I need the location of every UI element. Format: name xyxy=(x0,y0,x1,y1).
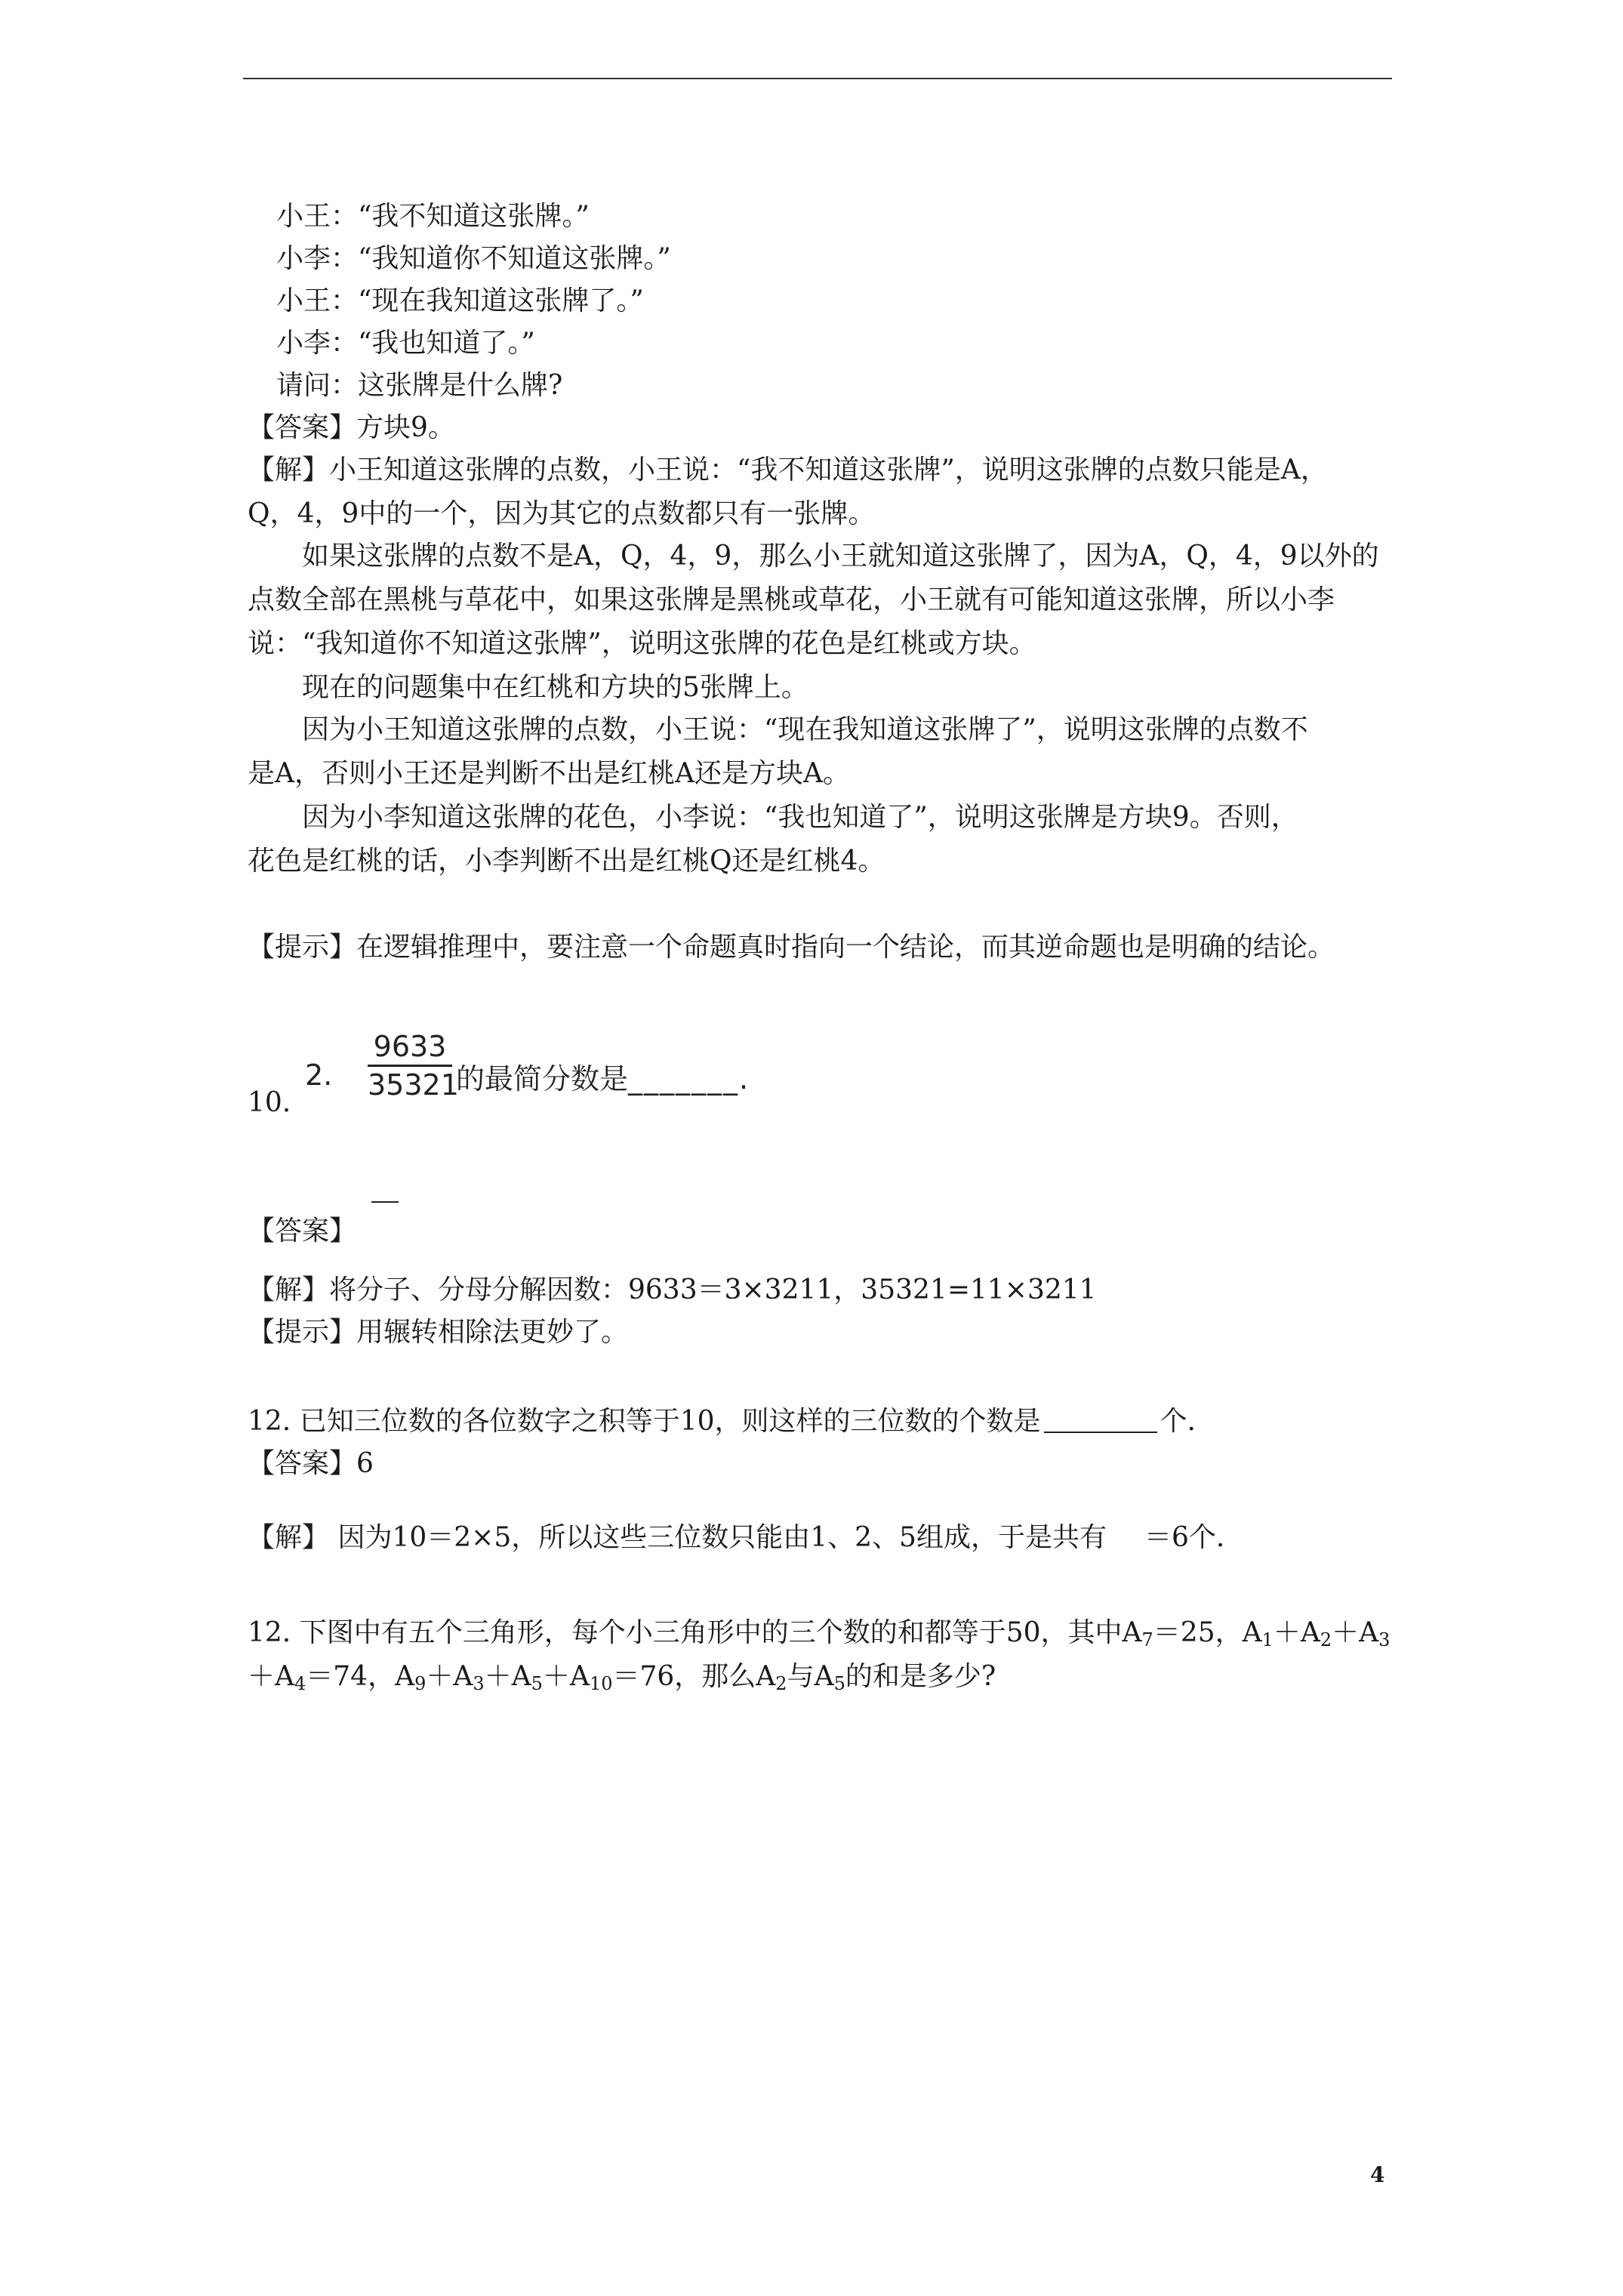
explanation-line: Q，4，9中的一个，因为其它的点数都只有一张牌。 xyxy=(248,498,876,529)
explanation-result: ＝6个. xyxy=(1144,1522,1225,1553)
question-number: 10. xyxy=(248,1087,291,1118)
header-rule xyxy=(243,78,1392,79)
explanation-line: 因为小王知道这张牌的点数，小王说：“现在我知道这张牌了”，说明这张牌的点数不 xyxy=(302,714,1308,745)
explanation-line: 说：“我知道你不知道这张牌”，说明这张牌的花色是红桃或方块。 xyxy=(248,628,1036,659)
answer-blank: _______. xyxy=(628,1062,750,1096)
question-text: ＋A xyxy=(1273,1617,1320,1648)
question-text: ＋A xyxy=(248,1661,294,1692)
explanation-line: 如果这张牌的点数不是A，Q，4，9，那么小王就知道这张牌了，因为A，Q，4，9以外的 xyxy=(302,541,1379,572)
hint-line: 【提示】在逻辑推理中，要注意一个命题真时指向一个结论，而其逆命题也是明确的结论。 xyxy=(248,932,1335,963)
question-text: ＝76，那么A xyxy=(612,1661,776,1692)
question-text: 12. 已知三位数的各位数字之积等于10，则这样的三位数的个数是 xyxy=(248,1406,1041,1437)
explanation-line: 因为小李知道这张牌的花色，小李说：“我也知道了”，说明这张牌是方块9。否则， xyxy=(302,802,1298,833)
subscript: 5 xyxy=(833,1673,845,1694)
question-text: 12. 下图中有五个三角形，每个小三角形中的三个数的和都等于50，其中A xyxy=(248,1617,1142,1648)
dialogue-line: 小李：“我知道你不知道这张牌。” xyxy=(276,243,671,274)
question-text: ＝25，A xyxy=(1153,1617,1262,1648)
answer-line: 【答案】6 xyxy=(248,1448,374,1479)
explanation-text: 【解】 因为10＝2×5，所以这些三位数只能由1、2、5组成，于是共有 xyxy=(248,1522,1107,1553)
page-number: 4 xyxy=(1370,2162,1385,2187)
short-dash xyxy=(371,1201,399,1203)
answer-line: 【答案】 xyxy=(248,1216,357,1247)
dialogue-line: 小李：“我也知道了。” xyxy=(276,328,535,359)
explanation-line xyxy=(248,1519,1224,1557)
question-line xyxy=(248,1403,1196,1441)
dialogue-line: 小王：“我不知道这张牌。” xyxy=(276,201,590,232)
subscript: 2 xyxy=(775,1673,787,1694)
answer-blank xyxy=(1044,1406,1157,1433)
subscript: 4 xyxy=(294,1673,306,1694)
question-line xyxy=(248,1614,1390,1659)
question-line xyxy=(248,1658,996,1703)
question-text: ＋A xyxy=(426,1661,473,1692)
dialogue-line: 小王：“现在我知道这张牌了。” xyxy=(276,285,644,316)
question-line: 请问：这张牌是什么牌? xyxy=(276,370,563,401)
explanation-line: 【解】小王知道这张牌的点数，小王说：“我不知道这张牌”，说明这张牌的点数只能是A， xyxy=(248,455,1328,485)
question-text: 与A xyxy=(787,1661,834,1692)
image-question-index: 2. xyxy=(305,1059,333,1092)
subscript: 5 xyxy=(531,1673,543,1694)
explanation-line: 花色是红桃的话，小李判断不出是红桃Q还是红桃4。 xyxy=(248,846,885,877)
fraction-question-label: 的最简分数是 xyxy=(456,1062,629,1096)
fraction-bar xyxy=(368,1065,452,1067)
subscript: 9 xyxy=(414,1673,427,1694)
fraction-question-text xyxy=(456,1056,750,1097)
question-text: 的和是多少? xyxy=(845,1661,996,1692)
question-text-end: 个. xyxy=(1160,1406,1196,1437)
question-text: ＋A xyxy=(542,1661,590,1692)
fraction xyxy=(368,1030,459,1102)
fraction-denominator: 35321 xyxy=(368,1068,459,1102)
subscript: 2 xyxy=(1320,1629,1332,1650)
subscript: 1 xyxy=(1261,1629,1273,1650)
question-text: ＋A xyxy=(484,1661,531,1692)
subscript: 7 xyxy=(1141,1629,1153,1650)
explanation-line: 点数全部在黑桃与草花中，如果这张牌是黑桃或草花，小王就有可能知道这张牌，所以小李 xyxy=(248,584,1335,615)
subscript: 10 xyxy=(589,1673,613,1694)
explanation-line: 现在的问题集中在红桃和方块的5张牌上。 xyxy=(302,672,808,703)
subscript: 3 xyxy=(1378,1629,1390,1650)
fraction-numerator: 9633 xyxy=(373,1030,447,1063)
question-text: ＝74，A xyxy=(306,1661,415,1692)
subscript: 3 xyxy=(473,1673,485,1694)
hint-line: 【提示】用辗转相除法更妙了。 xyxy=(248,1317,629,1348)
explanation-line: 【解】将分子、分母分解因数：9633＝3×3211，35321=11×3211 xyxy=(248,1274,1097,1305)
explanation-line: 是A，否则小王还是判断不出是红桃A还是方块A。 xyxy=(248,758,850,789)
question-text: ＋A xyxy=(1332,1617,1379,1648)
answer-line: 【答案】方块9。 xyxy=(248,412,455,443)
